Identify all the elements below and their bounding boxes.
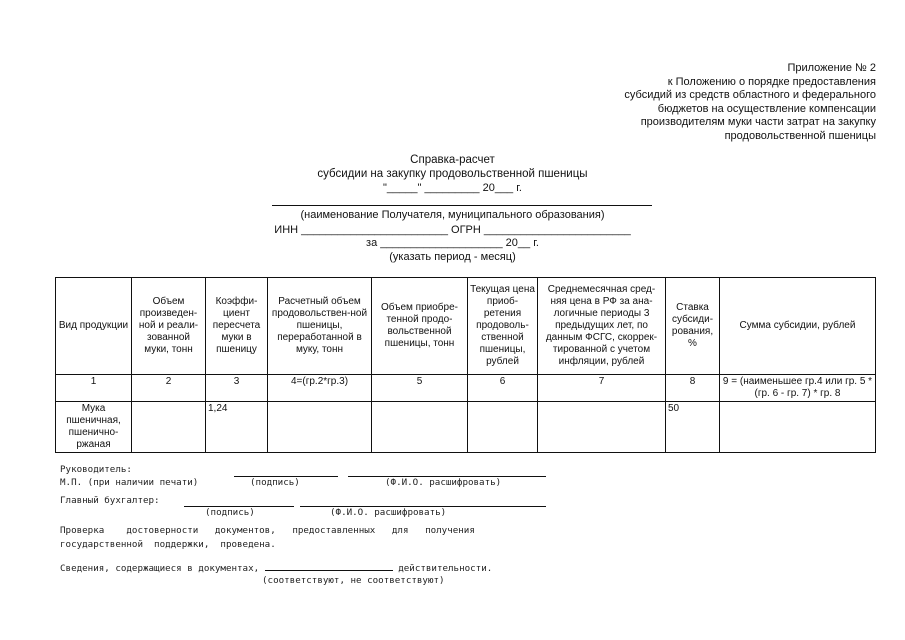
table-cell <box>372 402 468 453</box>
column-number: 8 <box>666 375 720 402</box>
table-cell <box>720 402 876 453</box>
appendix-title: Приложение № 2 <box>787 62 876 74</box>
info-text <box>60 563 492 574</box>
document-title: Справка-расчет <box>410 154 495 166</box>
table-cell <box>468 402 538 453</box>
column-number: 6 <box>468 375 538 402</box>
header-cell: Расчетный объем продовольствен-ной пшеницы, переработанной в муку, тонн <box>268 278 372 375</box>
appendix-line: бюджетов на осуществление компенсации <box>657 102 876 115</box>
table-cell <box>132 402 206 453</box>
column-number: 3 <box>206 375 268 402</box>
table-number-row <box>56 375 876 402</box>
subsidy-table <box>55 277 876 453</box>
recipient-name-line <box>272 205 652 206</box>
column-number: 9 = (наименьшее гр.4 или гр. 5 * (гр. 6 - гр. 7) * гр. 8 <box>720 375 876 402</box>
header-cell: Текущая цена приоб-ретения продоволь-ственной пшеницы, рублей <box>468 278 538 375</box>
check-text-line: государственной поддержки, проведена. <box>60 539 276 550</box>
table-cell <box>268 402 372 453</box>
period-hint: (указать период - месяц) <box>389 251 516 263</box>
header-cell: Объем произведен-ной и реали-зованной муки, тонн <box>132 278 206 375</box>
column-number: 7 <box>538 375 666 402</box>
appendix-line: продовольственной пшеницы <box>724 129 876 142</box>
head-label: Руководитель: <box>60 464 132 475</box>
info-suffix: действительности. <box>398 563 493 574</box>
product-cell: Мука пшеничная, пшенично-ржаная <box>56 402 132 453</box>
coefficient-cell: 1,24 <box>206 402 268 453</box>
period-row: за ____________________ 20__ г. <box>366 237 539 249</box>
inn-ogrn-row: ИНН ________________________ ОГРН ________________________ <box>274 224 631 236</box>
info-prefix: Сведения, содержащиеся в документах, <box>60 563 260 574</box>
signature-hint: (подпись) <box>250 477 300 488</box>
table-cell <box>538 402 666 453</box>
column-number: 5 <box>372 375 468 402</box>
column-number: 1 <box>56 375 132 402</box>
appendix-line: к Положению о порядке предоставления <box>667 75 876 88</box>
document-date-line: "_____" _________ 20___ г. <box>383 182 522 194</box>
chief-accountant-label: Главный бухгалтер: <box>60 495 160 506</box>
info-blank <box>265 570 393 571</box>
header-cell: Коэффи-циент пересчета муки в пшеницу <box>206 278 268 375</box>
header-cell: Объем приобре-тенной продо-вольственной пшеницы, тонн <box>372 278 468 375</box>
header-cell: Сумма субсидии, рублей <box>720 278 876 375</box>
appendix-line: производителям муки части затрат на закупку <box>640 116 876 128</box>
column-number: 2 <box>132 375 206 402</box>
signature-hint: (подпись) <box>205 507 255 518</box>
document-subtitle: субсидии на закупку продовольственной пшеницы <box>317 168 588 180</box>
table-row <box>56 402 876 453</box>
appendix-line: субсидий из средств областного и федерального <box>624 89 876 101</box>
column-number: 4=(гр.2*гр.3) <box>268 375 372 402</box>
name-hint: (Ф.И.О. расшифровать) <box>330 507 447 518</box>
table-header-row <box>56 278 876 375</box>
recipient-label: (наименование Получателя, муниципального образования) <box>300 209 605 221</box>
header-cell: Ставка субсиди-рования, % <box>666 278 720 375</box>
header-cell: Среднемесячная сред-няя цена в РФ за ана-логичные периоды 3 предыдущих лет, по данным ФСГС, скоррек-тированной с учетом инфляции, рублей <box>538 278 666 375</box>
check-text-line: Проверка достоверности документов, предоставленных для получения <box>60 525 475 536</box>
name-hint: (Ф.И.О. расшифровать) <box>385 477 502 488</box>
stamp-label: М.П. (при наличии печати) <box>60 477 199 488</box>
info-hint: (соответствуют, не соответствуют) <box>262 575 445 586</box>
appendix-header <box>624 62 876 143</box>
rate-cell: 50 <box>666 402 720 453</box>
header-cell: Вид продукции <box>56 278 132 375</box>
